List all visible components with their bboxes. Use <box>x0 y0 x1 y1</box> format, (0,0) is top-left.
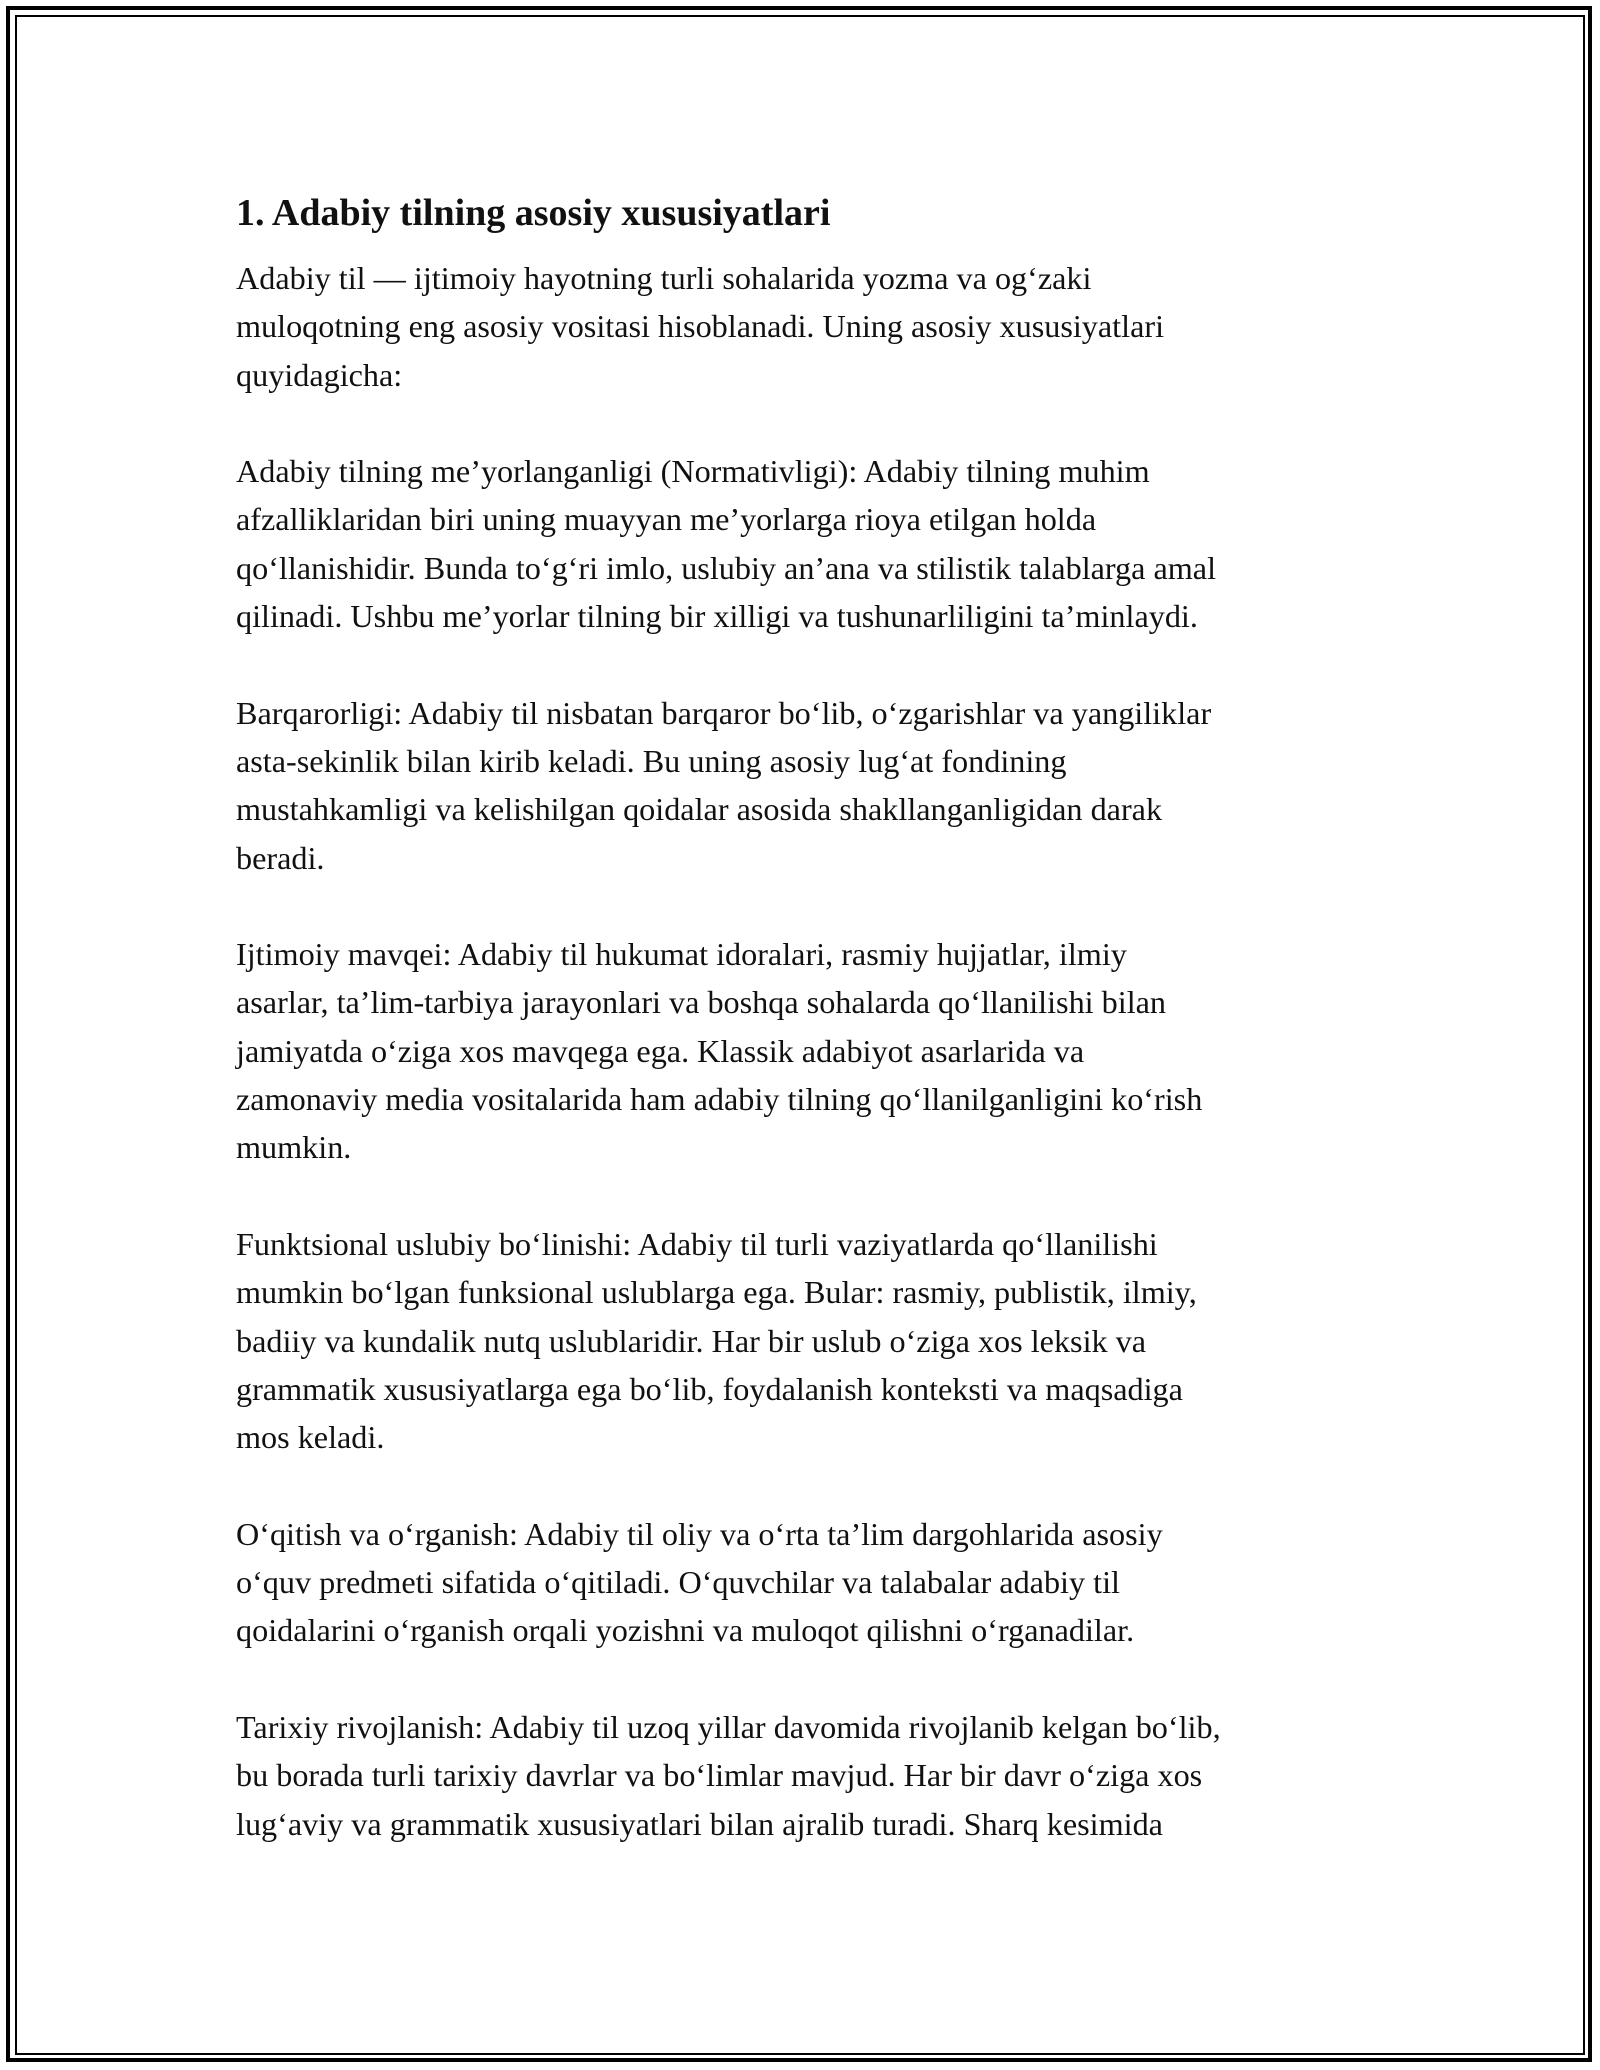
text-line: mos keladi. <box>236 1419 385 1456</box>
text-line: bu borada turli tarixiy davrlar va bo‘limlar mavjud. Har bir davr o‘ziga xos <box>236 1757 1203 1794</box>
paragraph-historical-development <box>236 1703 1366 1848</box>
text-line: jamiyatda o‘ziga xos mavqega ega. Klassik adabiyot asarlarida va <box>236 1032 1085 1069</box>
paragraph-teaching <box>236 1510 1366 1655</box>
text-line: lug‘aviy va grammatik xususiyatlari bilan ajralib turadi. Sharq kesimida <box>236 1805 1163 1842</box>
text-line: muloqotning eng asosiy vositasi hisoblanadi. Uning asosiy xususiyatlari <box>236 308 1165 345</box>
text-line: Tarixiy rivojlanish: Adabiy til uzoq yillar davomida rivojlanib kelgan bo‘lib, <box>236 1708 1221 1745</box>
text-line: asta-sekinlik bilan kirib keladi. Bu uning asosiy lug‘at fondining <box>236 742 1067 779</box>
paragraph-normativity <box>236 447 1366 640</box>
text-line: O‘qitish va o‘rganish: Adabiy til oliy va o‘rta ta’lim dargohlarida asosiy <box>236 1515 1163 1552</box>
text-line: mumkin bo‘lgan funksional uslublarga ega. Bular: rasmiy, publistik, ilmiy, <box>236 1274 1197 1311</box>
text-line: Ijtimoiy mavqei: Adabiy til hukumat idoralari, rasmiy hujjatlar, ilmiy <box>236 936 1127 973</box>
paragraph-intro <box>236 254 1366 399</box>
text-line: badiiy va kundalik nutq uslublaridir. Har bir uslub o‘ziga xos leksik va <box>236 1322 1147 1359</box>
text-line: beradi. <box>236 839 325 876</box>
text-line: mumkin. <box>236 1129 352 1166</box>
paragraph-social-status <box>236 930 1366 1171</box>
text-line: mustahkamligi va kelishilgan qoidalar asosida shakllanganligidan darak <box>236 791 1163 828</box>
text-line: Adabiy til — ijtimoiy hayotning turli sohalarida yozma va og‘zaki <box>236 260 1092 296</box>
text-line: grammatik xususiyatlarga ega bo‘lib, foydalanish konteksti va maqsadiga <box>236 1370 1183 1407</box>
text-line: o‘quv predmeti sifatida o‘qitiladi. O‘quvchilar va talabalar adabiy til <box>236 1564 1120 1601</box>
text-line: afzalliklaridan biri uning muayyan me’yorlarga rioya etilgan holda <box>236 501 1097 538</box>
text-line: quyidagicha: <box>236 356 403 393</box>
document-body <box>236 188 1366 1896</box>
text-line: Barqarorligi: Adabiy til nisbatan barqaror bo‘lib, o‘zgarishlar va yangiliklar <box>236 694 1212 731</box>
text-line: Adabiy tilning me’yorlanganligi (Normativligi): Adabiy tilning muhim <box>236 453 1150 490</box>
text-line: qo‘llanishidir. Bunda to‘g‘ri imlo, uslubiy an’ana va stilistik talablarga amal <box>236 549 1217 586</box>
text-line: asarlar, ta’lim-tarbiya jarayonlari va boshqa sohalarda qo‘llanilishi bilan <box>236 984 1167 1021</box>
section-heading: 1. Adabiy tilning asosiy xususiyatlari <box>236 192 831 234</box>
paragraph-functional-styles <box>236 1220 1366 1461</box>
text-line: qoidalarini o‘rganish orqali yozishni va muloqot qilishni o‘rganadilar. <box>236 1612 1135 1649</box>
text-line: zamonaviy media vositalarida ham adabiy tilning qo‘llanilganligini ko‘rish <box>236 1081 1203 1118</box>
text-line: qilinadi. Ushbu me’yorlar tilning bir xilligi va tushunarliligini ta’minlaydi. <box>236 598 1198 635</box>
text-line: Funktsional uslubiy bo‘linishi: Adabiy til turli vaziyatlarda qo‘llanilishi <box>236 1225 1158 1262</box>
paragraph-stability <box>236 689 1366 882</box>
